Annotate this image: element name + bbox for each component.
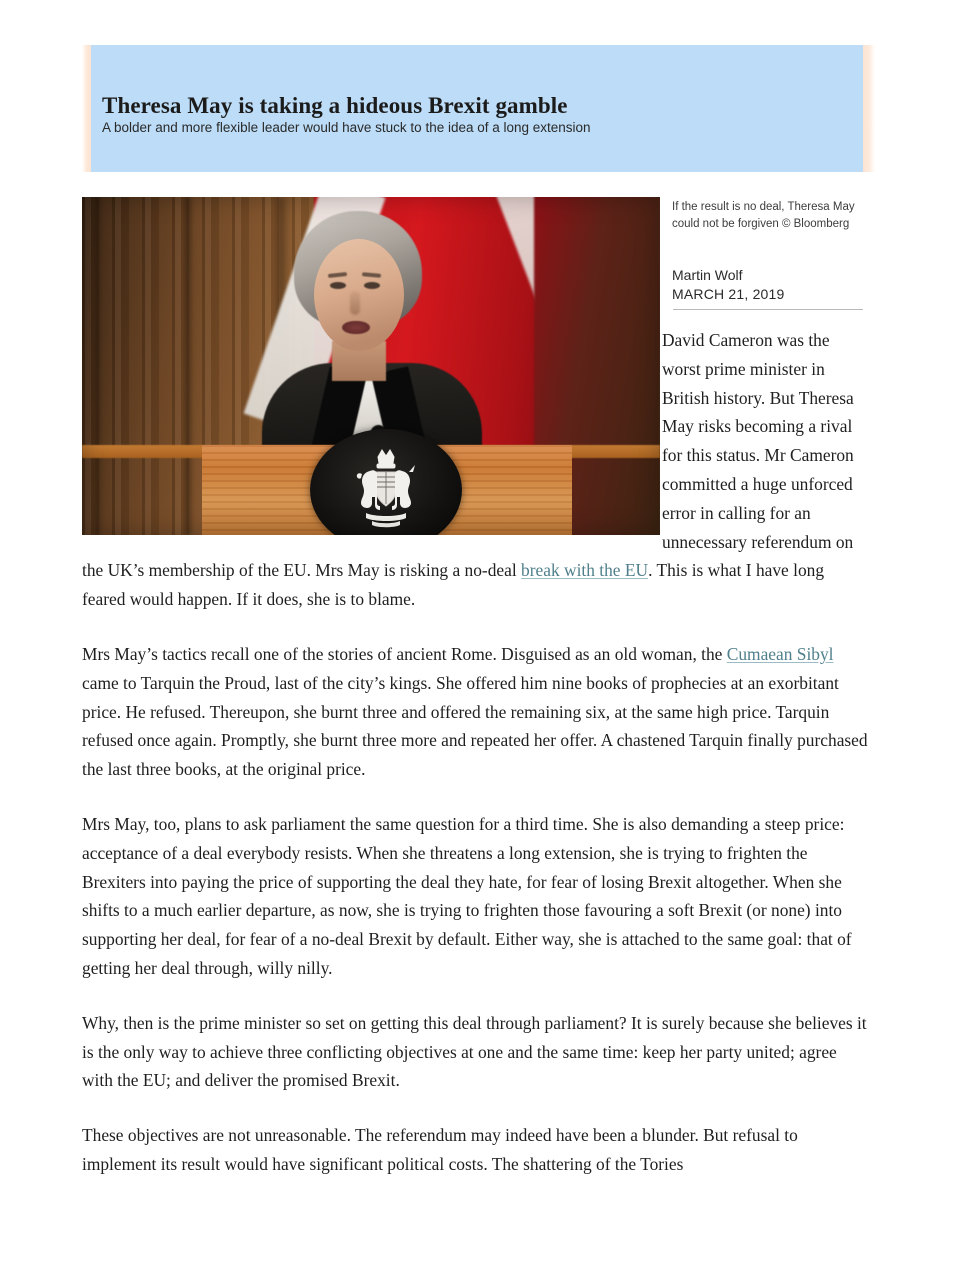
article-paragraph [82, 1121, 870, 1179]
image-caption: If the result is no deal, Theresa May could not be forgiven © Bloomberg [672, 201, 855, 230]
article-header-band [82, 45, 875, 172]
photo-subject-nose [350, 291, 360, 315]
article-paragraph [82, 1009, 870, 1095]
photo-subject-eye [330, 282, 346, 289]
page-title: Theresa May is taking a hideous Brexit gamble [102, 93, 568, 119]
article-paragraph [82, 640, 870, 784]
article-body [82, 326, 870, 1205]
inline-link[interactable]: break with the EU [521, 560, 649, 581]
paragraph-text: . This is what I have long feared would happen. If it does, she is to blame. [82, 560, 825, 610]
article-standfirst: A bolder and more flexible leader would have stuck to the idea of a long extension [102, 120, 591, 135]
publish-date: MARCH 21, 2019 [672, 286, 785, 302]
byline-divider [673, 309, 863, 310]
header-inner-panel [91, 45, 863, 172]
paragraph-text: Why, then is the prime minister so set on getting this deal through parliament? It is surely because she believes it is the only way to achieve three conflicting objectives at one and the same time: keep her party united; agree with the EU; and deliver the promised Brexit. [82, 1012, 867, 1091]
paragraph-text: David Cameron was the worst prime minister in British history. But Theresa May risks becoming a rival for this status. Mr Cameron committed a huge unforced error in calling for an unnecessary referendum on the UK’s membership of the EU. Mrs May is risking a no-deal [82, 330, 854, 581]
paragraph-text: These objectives are not unreasonable. The referendum may indeed have been a blunder. But refusal to implement its result would have significant political costs. The shattering of the Tories [82, 1125, 798, 1174]
inline-link[interactable]: Cumaean Sibyl [726, 643, 834, 664]
photo-subject-eye [364, 282, 380, 289]
byline [672, 266, 868, 304]
paragraph-text: Mrs May, too, plans to ask parliament the same question for a third time. She is also demanding a steep price: acceptance of a deal everybody resists. When she threatens a long extension, she is trying to frighten the Brexiters into paying the price of supporting the deal they hate, for fear of losing Brexit altogether. When she shifts to a much earlier departure, as now, she is trying to frighten those favouring a soft Brexit (or none) into supporting her deal, for fear of a no-deal Brexit by default. Either way, she is attached to the same goal: that of getting her deal through, willy nilly. [82, 813, 852, 978]
article-paragraph [82, 810, 870, 983]
byline-author[interactable]: Martin Wolf [672, 267, 743, 283]
header-right-edge-strip [863, 45, 875, 172]
paragraph-text: came to Tarquin the Proud, last of the city’s kings. She offered him nine books of prophecies at an exorbitant price. He refused. Thereupon, she burnt three and offered the remaining six, at the same high price. Tarquin refused once again. Promptly, she burnt three more and repeated her offer. A chastened Tarquin finally purchased the last three books, at the original price. [82, 672, 868, 780]
image-text-wrap-spacer [82, 326, 662, 535]
header-left-edge-strip [82, 45, 91, 172]
paragraph-text: Mrs May’s tactics recall one of the stories of ancient Rome. Disguised as an old woman, the [82, 643, 727, 664]
